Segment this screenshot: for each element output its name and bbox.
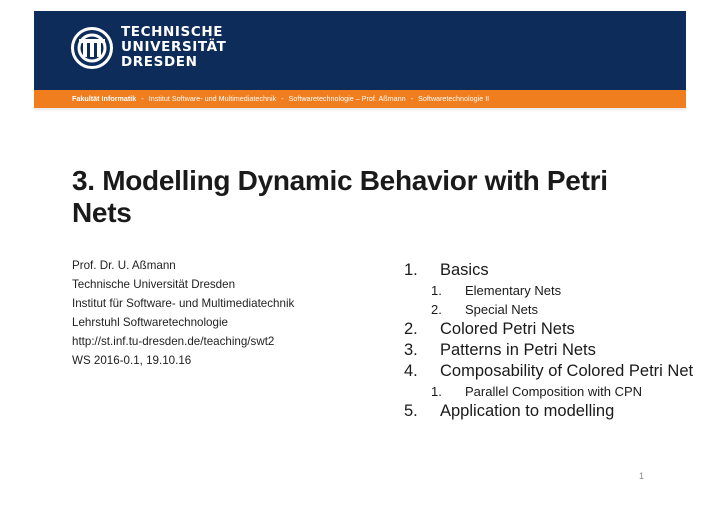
toc-item xyxy=(404,402,694,420)
band-separator-3: - xyxy=(410,94,414,103)
toc-item xyxy=(404,341,694,359)
author-block xyxy=(72,256,294,370)
toc-item-number: 4. xyxy=(404,362,418,380)
toc-subitem xyxy=(404,383,694,400)
toc-item xyxy=(404,320,694,338)
author-url: http://st.inf.tu-dresden.de/teaching/swt2 xyxy=(72,335,275,348)
toc-item-label: Colored Petri Nets xyxy=(440,320,575,338)
header-bar xyxy=(34,11,686,90)
toc-item-number: 2. xyxy=(431,302,442,317)
author-chair: Lehrstuhl Softwaretechnologie xyxy=(72,316,228,329)
band-shadow xyxy=(34,108,686,112)
author-institute: Institut für Software- und Multimediatechnik xyxy=(72,297,295,310)
toc-item-number: 1. xyxy=(431,384,442,399)
tu-dresden-logo-icon xyxy=(70,26,114,70)
toc-item-number: 3. xyxy=(404,341,418,359)
table-of-contents xyxy=(404,261,694,423)
slide-title: 3. Modelling Dynamic Behavior with Petri Nets xyxy=(72,165,608,228)
toc-item-label: Elementary Nets xyxy=(465,283,562,298)
toc-subitem xyxy=(404,282,694,299)
toc-item-label: Application to modelling xyxy=(440,402,615,420)
faculty-name: Fakultät Informatik xyxy=(72,94,137,103)
toc-subitem xyxy=(404,301,694,318)
toc-item-number: 1. xyxy=(404,261,418,279)
toc-item xyxy=(404,362,694,380)
chair-name: Softwaretechnologie – Prof. Aßmann xyxy=(288,94,406,103)
toc-item-label: Composability of Colored Petri Net xyxy=(440,362,694,380)
toc-item-label: Patterns in Petri Nets xyxy=(440,341,596,359)
toc-item-number: 2. xyxy=(404,320,418,338)
university-name-line-3: DRESDEN xyxy=(121,54,198,70)
toc-item-label: Parallel Composition with CPN xyxy=(465,384,643,399)
author-semester-date: WS 2016-0.1, 19.10.16 xyxy=(72,354,192,367)
page-number: 1 xyxy=(639,471,645,481)
toc-item-number: 5. xyxy=(404,402,418,420)
toc-item-number: 1. xyxy=(431,283,442,298)
band-separator-2: - xyxy=(281,94,284,103)
author-university: Technische Universität Dresden xyxy=(72,278,236,291)
toc-item-label: Basics xyxy=(440,261,489,279)
toc-item-label: Special Nets xyxy=(465,302,538,317)
author-name: Prof. Dr. U. Aßmann xyxy=(72,259,176,272)
faculty-band-text xyxy=(72,90,489,108)
course-name: Softwaretechnologie II xyxy=(418,94,490,103)
university-name xyxy=(121,25,226,70)
university-name-line-1: TECHNISCHE xyxy=(121,24,224,40)
toc-item xyxy=(404,261,694,279)
university-name-line-2: UNIVERSITÄT xyxy=(121,39,227,55)
faculty-band xyxy=(34,90,686,108)
band-separator-1: - xyxy=(141,94,144,103)
institute-name: Institut Software- und Multimediatechnik xyxy=(148,94,277,103)
